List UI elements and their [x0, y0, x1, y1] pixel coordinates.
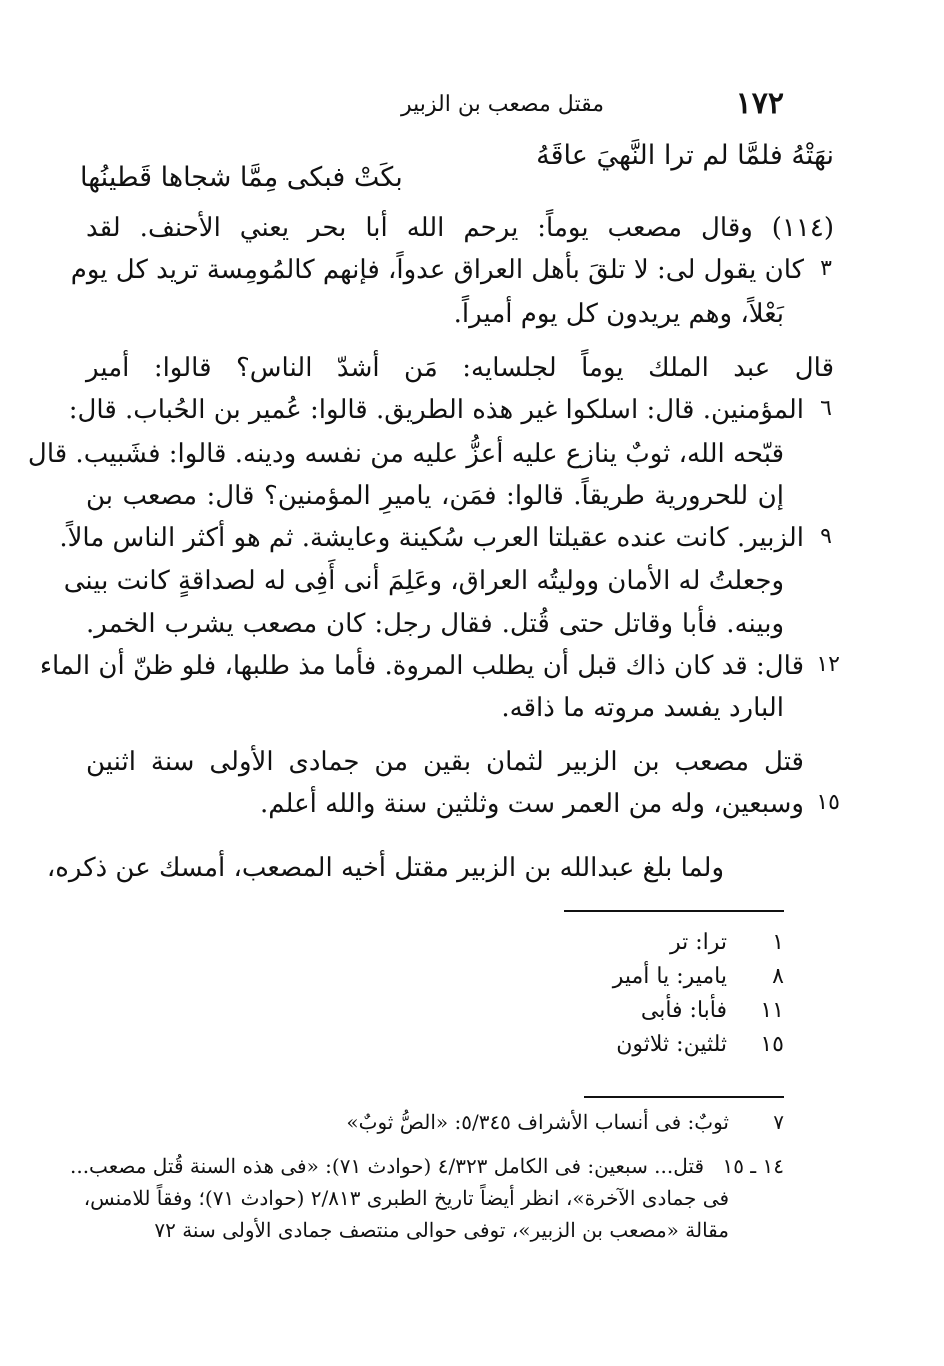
variant-text: فأبا: فأبى [640, 998, 727, 1023]
variant-line-number: ١٥ [760, 1032, 784, 1057]
line-number: ١٥ [816, 790, 840, 815]
text-line: الزبير. كانت عنده عقيلتا العرب سُكينة وعايشة. ثم هو أكثر الناس مالاً. [59, 523, 804, 553]
footnote-rule [584, 1096, 784, 1098]
text-line: ولما بلغ عبدالله بن الزبير مقتل أخيه المصعب، أمسك عن ذكره، [46, 853, 724, 883]
line-number: ٣ [820, 256, 832, 281]
variant-line-number: ٨ [772, 964, 784, 989]
text-line: قتل مصعب بن الزبير لثمان بقين من جمادى الأولى سنة اثنين [86, 747, 804, 777]
page-number: ١٧٢ [735, 86, 784, 121]
footnote-line: قتل... سبعين: فى الكامل ٤/٣٢٣ (حوادث ٧١): «فى هذه السنة قُتل مصعب... [69, 1154, 704, 1178]
variant-line-number: ١١ [760, 998, 784, 1023]
text-line: وجعلتُ له الأمان ووليتُه العراق، وعَلِمَ أنى أَفِى له لصداقةٍ كانت بينى [63, 566, 784, 596]
line-number: ٦ [820, 396, 832, 421]
text-line: وبينه. فأبا وقاتل حتى قُتل. فقال رجل: كان مصعب يشرب الخمر. [86, 609, 784, 639]
line-number: ٩ [820, 524, 832, 549]
variant-row [641, 996, 784, 1026]
footnote-line: فى جمادى الآخرة»، انظر أيضاً تاريخ الطبرى ٢/٨١٣ (حوادث ٧١)؛ وفقاً للامنس، [83, 1186, 729, 1210]
footnote-number: ٧ [773, 1110, 784, 1134]
text-line: قال: قد كان ذاك قبل أن يطلب المروة. فأما مذ طلبها، فلو ظنّ أن الماء [39, 651, 804, 681]
variant-row [616, 1030, 784, 1060]
verse-first-hemistich: نهَتْهُ فلمَّا لم ترا النَّهيَ عاقَهُ [536, 140, 834, 171]
text-line: (١١٤) وقال مصعب يوماً: يرحم الله أبا بحر يعني الأحنف. لقد [86, 213, 834, 243]
variant-line-number: ١ [772, 930, 784, 955]
text-line: المؤمنين. قال: اسلكوا غير هذه الطريق. قالوا: عُمير بن الحُباب. قال: [68, 395, 804, 425]
variant-row [613, 962, 784, 992]
apparatus-rule [564, 910, 784, 912]
verse-second-hemistich: بكَتْ فبكى مِمَّا شجاها قَطينُها [80, 162, 403, 193]
variant-row [670, 928, 784, 958]
text-line: كان يقول لى: لا تلقَ بأهل العراق عدواً، فإنهم كالمُومِسة تريد كل يوم [70, 255, 804, 285]
variant-text: ترا: تر [669, 930, 727, 955]
variant-text: ثلثين: ثلاثون [616, 1032, 727, 1057]
poetry-verse [80, 140, 834, 200]
footnote-line: مقالة «مصعب بن الزبير»، توفى حوالى منتصف جمادى الأولى سنة ٧٢ [154, 1218, 729, 1242]
text-line: قبّحه الله، ثوبٌ ينازع عليه أعزُّ عليه من نفسه ودينه. قالوا: فشَبيب. قال [27, 439, 784, 469]
text-line: إن للحرورية طريقاً. قالوا: فمَن، ياميرِ المؤمنين؟ قال: مصعب بن [86, 481, 784, 511]
text-line: بَعْلاً، وهم يريدون كل يوم أميراً. [453, 299, 784, 329]
text-line: وسبعين، وله من العمر ست وثلثين سنة والله أعلم. [259, 789, 804, 819]
text-line: قال عبد الملك يوماً لجلسايه: مَن أشدّ الناس؟ قالوا: أمير [86, 353, 834, 383]
footnote-number: ١٤ ـ ١٥ [722, 1154, 784, 1178]
variant-text: يامير: يا أمير [612, 964, 727, 989]
line-number: ١٢ [816, 652, 840, 677]
footnote-line: ثوبٌ: فى أنساب الأشراف ٥/٣٤٥: «الصُّ ثوبٌ» [346, 1110, 729, 1134]
text-line: البارد يفسد مروته ما ذاقه. [501, 693, 784, 723]
page-header [150, 86, 784, 126]
running-title: مقتل مصعب بن الزبير [401, 92, 604, 117]
